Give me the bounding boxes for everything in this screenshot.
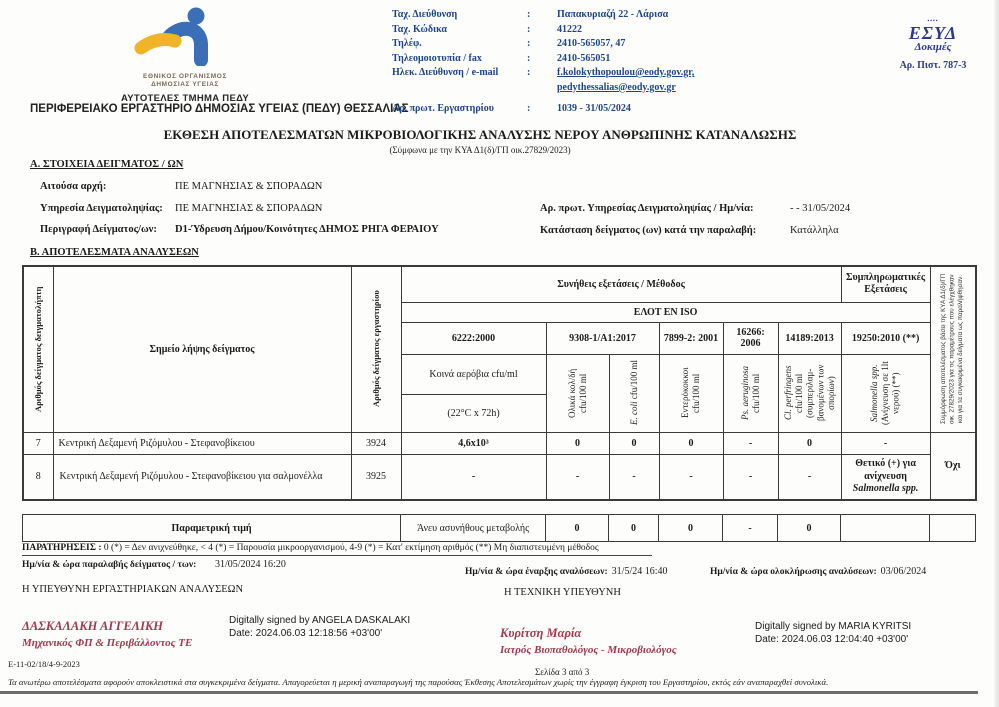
section-a-heading: Α. ΣΤΟΙΧΕΙΑ ΔΕΙΓΜΑΤΟΣ / ΩΝ [30, 159, 184, 170]
document-subtitle: (Σύμφωνα με την ΚΥΑ Δ1(δ)/ΓΠ οικ.27829/2023) [389, 145, 571, 155]
colon: : [527, 23, 531, 35]
document-code: E-11-02/18/4-9-2023 [8, 659, 80, 669]
field-sample-description [40, 224, 439, 235]
start-date-value: 31/5/24 16:40 [611, 566, 668, 577]
document-title: ΕΚΘΕΣΗ ΑΠΟΤΕΛΕΣΜΑΤΩΝ ΜΙΚΡΟΒΙΟΛΟΓΙΚΗΣ ΑΝΑΛΥΣΗΣ ΝΕΡΟΥ ΑΝΘΡΩΠΙΝΗΣ ΚΑΤΑΝΑΛΩΣΗΣ [163, 127, 797, 142]
analyst-name: ΔΑΣΚΑΛΑΚΗ ΑΓΓΕΛΙΚΗ [22, 619, 164, 633]
group-header-standard-tests: Συνήθεις εξετάσεις / Μέθοδος [401, 266, 841, 302]
field-sampling-protocol [540, 203, 850, 214]
result-aerobic: - [401, 454, 546, 500]
result-salmonella-positive: Θετικό (+) για ανίχνευση Salmonella spp. [841, 454, 930, 500]
result-salmonella: - [841, 432, 930, 454]
col-header-lab-number: Αριθμός δείγματος εργαστηρίου [351, 266, 401, 432]
param-header-enterococci: Εντερόκοκκοι cfu/100 ml [659, 354, 723, 432]
scan-edge-shadow [993, 0, 999, 707]
sample-description-value: D1-Ύδρευση Δήμου/Κοινότητες ΔΗΜΟΣ ΡΗΓΑ ΦΕΡΑΙΟΥ [175, 224, 439, 235]
sampling-point: Κεντρική Δεξαμενή Ριζόμυλου - Στεφανοβίκειου για σαλμονέλλα [53, 454, 351, 500]
sampling-protocol-label: Αρ. πρωτ. Υπηρεσίας Δειγματοληψίας / Ημ/νία: [540, 203, 754, 214]
page-number: Σελίδα 3 από 3 [535, 667, 590, 677]
esyd-subtitle: Δοκιμές [914, 41, 952, 53]
department-name: ΑΥΤΟΤΕΛΕΣ ΤΜΗΜΑ ΠΕΔΥ [121, 92, 249, 104]
field-sample-condition [540, 225, 839, 236]
parametric-value-label: Παραμετρική τιμή [23, 515, 401, 542]
observations-text: 0 (*) = Δεν ανιχνεύθηκε, < 4 (*) = Παρουσία μικροοργανισμού, 4-9 (*) = Κατ' εκτίμηση αριθμός (**) Μη διαπιστευμένη μέθοδος [103, 543, 599, 553]
sample-condition-value: Κατάλληλα [790, 225, 839, 236]
analyst-digital-signature [229, 614, 429, 640]
sampling-service-label: Υπηρεσία Δειγματοληψίας: [40, 203, 163, 214]
contact-row-zip [392, 23, 727, 38]
contact-block [392, 8, 727, 116]
technical-signature-block [500, 626, 677, 656]
parametric-e-coli: 0 [609, 515, 659, 542]
observations-line [22, 543, 652, 556]
technical-manager-role: Η ΤΕΧΝΙΚΗ ΥΠΕΥΘΥΝΗ [504, 587, 621, 598]
lab-sample-number: 3925 [351, 454, 401, 500]
sample-number: 8 [23, 454, 53, 500]
zip-value: 41222 [557, 23, 582, 35]
esyd-accreditation-logo [879, 20, 987, 71]
technical-digital-signature [755, 620, 999, 646]
completion-date-label: Ημ/νία & ώρα ολοκλήρωσης αναλύσεων: [710, 567, 877, 577]
observations-label: ΠΑΡΑΤΗΡΗΣΕΙΣ : [22, 543, 102, 553]
table-row-sample-7 [23, 432, 976, 454]
email-link-2[interactable]: pedythessalias@eody.gov.gr [557, 81, 676, 93]
org-name-line2: ΔΗΜΟΣΙΑΣ ΥΓΕΙΑΣ [151, 81, 219, 89]
sample-condition-label: Κατάσταση δείγματος (ων) κατά την παραλαβή: [540, 225, 757, 236]
result-enterococci: 0 [659, 432, 723, 454]
sampling-protocol-value: - - 31/05/2024 [790, 203, 851, 214]
colon: : [527, 67, 531, 78]
colon: : [527, 103, 531, 114]
address-value: Παπακυριαζή 22 - Λάρισα [557, 9, 669, 20]
group-header-supplementary-tests: Συμπληρωματικές Εξετάσεις [841, 266, 930, 302]
field-sampling-service [40, 203, 322, 214]
parametric-coliforms: 0 [546, 515, 609, 542]
param-header-salmonella: Salmonella spp. (Ανίχνευση σε 1lt νερού) (**) [841, 354, 930, 432]
parametric-salmonella-empty [841, 515, 930, 542]
esyd-name: ΕΣΥΔ [908, 23, 958, 43]
completion-date-row [710, 561, 926, 579]
analyst-signature-block [22, 619, 192, 649]
colon: : [527, 9, 531, 20]
technical-digital-date: Date: 2024.06.03 12:04:40 +03'00' [755, 634, 909, 645]
lab-analyst-role: Η ΥΠΕΥΘΥΝΗ ΕΡΓΑΣΤΗΡΙΑΚΩΝ ΑΝΑΛΥΣΕΩΝ [22, 584, 244, 595]
lab-protocol-row [392, 102, 727, 116]
standard-6222: 6222:2000 [401, 322, 546, 354]
analyst-digital-text: Digitally signed by ANGELA DASKALAKI [229, 615, 411, 626]
esyd-cert-number: Αρ. Πιστ. 787-3 [899, 60, 967, 71]
contact-row-fax [392, 52, 727, 67]
parametric-value-table [22, 514, 976, 542]
compliance-result: Όχι [930, 432, 976, 500]
param-header-e-coli: E. coli cfu/100 ml [609, 354, 659, 432]
sampling-service-value: ΠΕ ΜΑΓΝΗΣΙΑΣ & ΣΠΟΡΑΔΩΝ [175, 203, 323, 214]
result-e-coli: - [609, 454, 659, 500]
param-header-cl-perfringens: Cl. perfringens cfu/100 ml (συμπεριλαμ-βανομένων των σπορίων) [778, 354, 841, 432]
analyst-digital-date: Date: 2024.06.03 12:18:56 +03'00' [229, 628, 383, 639]
disclaimer-text: Τα ανωτέρω αποτελέσματα αφορούν αποκλειστικά στα συγκεκριμένα δείγματα. Απαγορεύεται η μερική αναπαραγωγή της παρούσας Έκθεσης Αποτελεσμάτων χωρίς την έγγραφη έγκριση του Εργαστηρίου, εκτός εάν αναπαραχθεί συνολικά. [8, 677, 829, 687]
email-label: Ηλεκ. Διεύθυνση / e-mail [392, 67, 499, 78]
colon: : [527, 52, 531, 64]
technical-title: Ιατρός Βιοπαθολόγος - Μικροβιολόγος [500, 644, 677, 656]
section-b-heading: Β. ΑΠΟΤΕΛΕΣΜΑΤΑ ΑΝΑΛΥΣΕΩΝ [30, 247, 199, 258]
param-header-aerobic: Κοινά αερόβια cfu/ml [401, 354, 546, 394]
parametric-compliance-empty [930, 515, 976, 542]
result-cl-perfringens: 0 [778, 432, 841, 454]
field-requesting-authority [40, 181, 322, 192]
result-aerobic: 4,6x10³ [401, 432, 546, 454]
start-date-row [465, 561, 668, 579]
contact-row-email [392, 66, 727, 95]
technical-name: Κυρίτση Μαρία [500, 626, 582, 640]
param-header-ps-aeruginosa: Ps. aeruginosa cfu/100 ml [723, 354, 778, 432]
requesting-authority-value: ΠΕ ΜΑΓΝΗΣΙΑΣ & ΣΠΟΡΑΔΩΝ [175, 181, 323, 192]
result-ps-aeruginosa: - [723, 454, 778, 500]
eody-logo-block [85, 6, 285, 104]
standard-7899: 7899-2: 2001 [659, 322, 723, 354]
sampling-point: Κεντρική Δεξαμενή Ριζόμυλου - Στεφανοβίκειου [53, 432, 351, 454]
receipt-date-label: Ημ/νία & ώρα παραλαβής δείγματος / των: [22, 560, 197, 570]
standard-19250: 19250:2010 (**) [841, 322, 930, 354]
contact-row-phone [392, 37, 727, 52]
standard-14189: 14189:2013 [778, 322, 841, 354]
bottom-scan-rule [0, 691, 978, 694]
phone-label: Τηλέφ. [392, 38, 422, 49]
parametric-enterococci: 0 [659, 515, 723, 542]
col-header-sampler-number: Αριθμός δείγματος δειγματολήπτη [23, 266, 53, 432]
result-cl-perfringens: - [778, 454, 841, 500]
colon: : [527, 38, 531, 49]
analyst-title: Μηχανικός ΦΠ & Περιβάλλοντος ΤΕ [22, 637, 193, 649]
completion-date-value: 03/06/2024 [880, 566, 927, 577]
parametric-aerobic: Άνευ ασυνήθους μεταβολής [401, 515, 546, 542]
parametric-ps-aeruginosa: - [723, 515, 778, 542]
org-name-line1: ΕΘΝΙΚΟΣ ΟΡΓΑΝΙΣΜΟΣ [143, 73, 227, 80]
col-header-sampling-point: Σημείο λήψης δείγματος [53, 266, 351, 432]
lab-title: ΠΕΡΙΦΕΡΕΙΑΚΟ ΕΡΓΑΣΤΗΡΙΟ ΔΗΜΟΣΙΑΣ ΥΓΕΙΑΣ (ΠΕΔΥ) ΘΕΣΣΑΛΙΑΣ [30, 103, 409, 115]
col-header-compliance: Συμμόρφωση αποτελέσματος βάσει της ΚΥΑ Δ1(δ)/ΓΠ οικ. 27829/2023 για τις παραμέτρους που ελέγχθηκαν και για τα συγκεκριμένα δείγματα ως παραλήφθησαν. [930, 266, 976, 432]
sample-description-label: Περιγραφή Δείγματος/ων: [40, 224, 157, 235]
zip-label: Ταχ. Κώδικα [392, 23, 447, 35]
address-label: Ταχ. Διεύθυνση [392, 9, 458, 20]
lab-protocol-label: Αρ. πρωτ. Εργαστηρίου [392, 103, 494, 114]
fax-label: Τηλεομοιοτυπία / fax [392, 52, 482, 64]
email-link-1[interactable]: f.kolokythopoulou@eody.gov.gr, [557, 67, 695, 78]
param-header-aerobic-condition: (22°C x 72h) [401, 394, 546, 432]
lab-protocol-value: 1039 - 31/05/2024 [557, 103, 631, 114]
result-e-coli: 0 [609, 432, 659, 454]
lab-sample-number: 3924 [351, 432, 401, 454]
table-row-sample-8 [23, 454, 976, 500]
requesting-authority-label: Αιτούσα αρχή: [40, 181, 107, 192]
group-header-elot-en-iso: ΕΛΟΤ ΕΝ ISO [401, 302, 930, 322]
contact-row-address [392, 8, 727, 23]
eody-logo-icon [130, 6, 240, 66]
result-coliforms: 0 [546, 432, 609, 454]
result-enterococci: - [659, 454, 723, 500]
receipt-date-value: 31/05/2024 16:20 [215, 559, 286, 570]
result-coliforms: - [546, 454, 609, 500]
standard-9308: 9308-1/A1:2017 [546, 322, 659, 354]
param-header-total-coliforms: Ολικά κολ/δή cfu/100 ml [546, 354, 609, 432]
parametric-cl-perfringens: 0 [778, 515, 841, 542]
fax-value: 2410-565051 [557, 52, 611, 64]
start-date-label: Ημ/νία & ώρα έναρξης αναλύσεων: [465, 567, 608, 577]
standard-16266: 16266: 2006 [723, 322, 778, 354]
esyd-decoration: ▪▪▪▪ [927, 19, 939, 24]
results-table [22, 265, 977, 501]
technical-digital-text: Digitally signed by MARIA KYRITSI [755, 621, 912, 632]
result-ps-aeruginosa: - [723, 432, 778, 454]
phone-value: 2410-565057, 47 [557, 38, 626, 49]
sample-number: 7 [23, 432, 53, 454]
